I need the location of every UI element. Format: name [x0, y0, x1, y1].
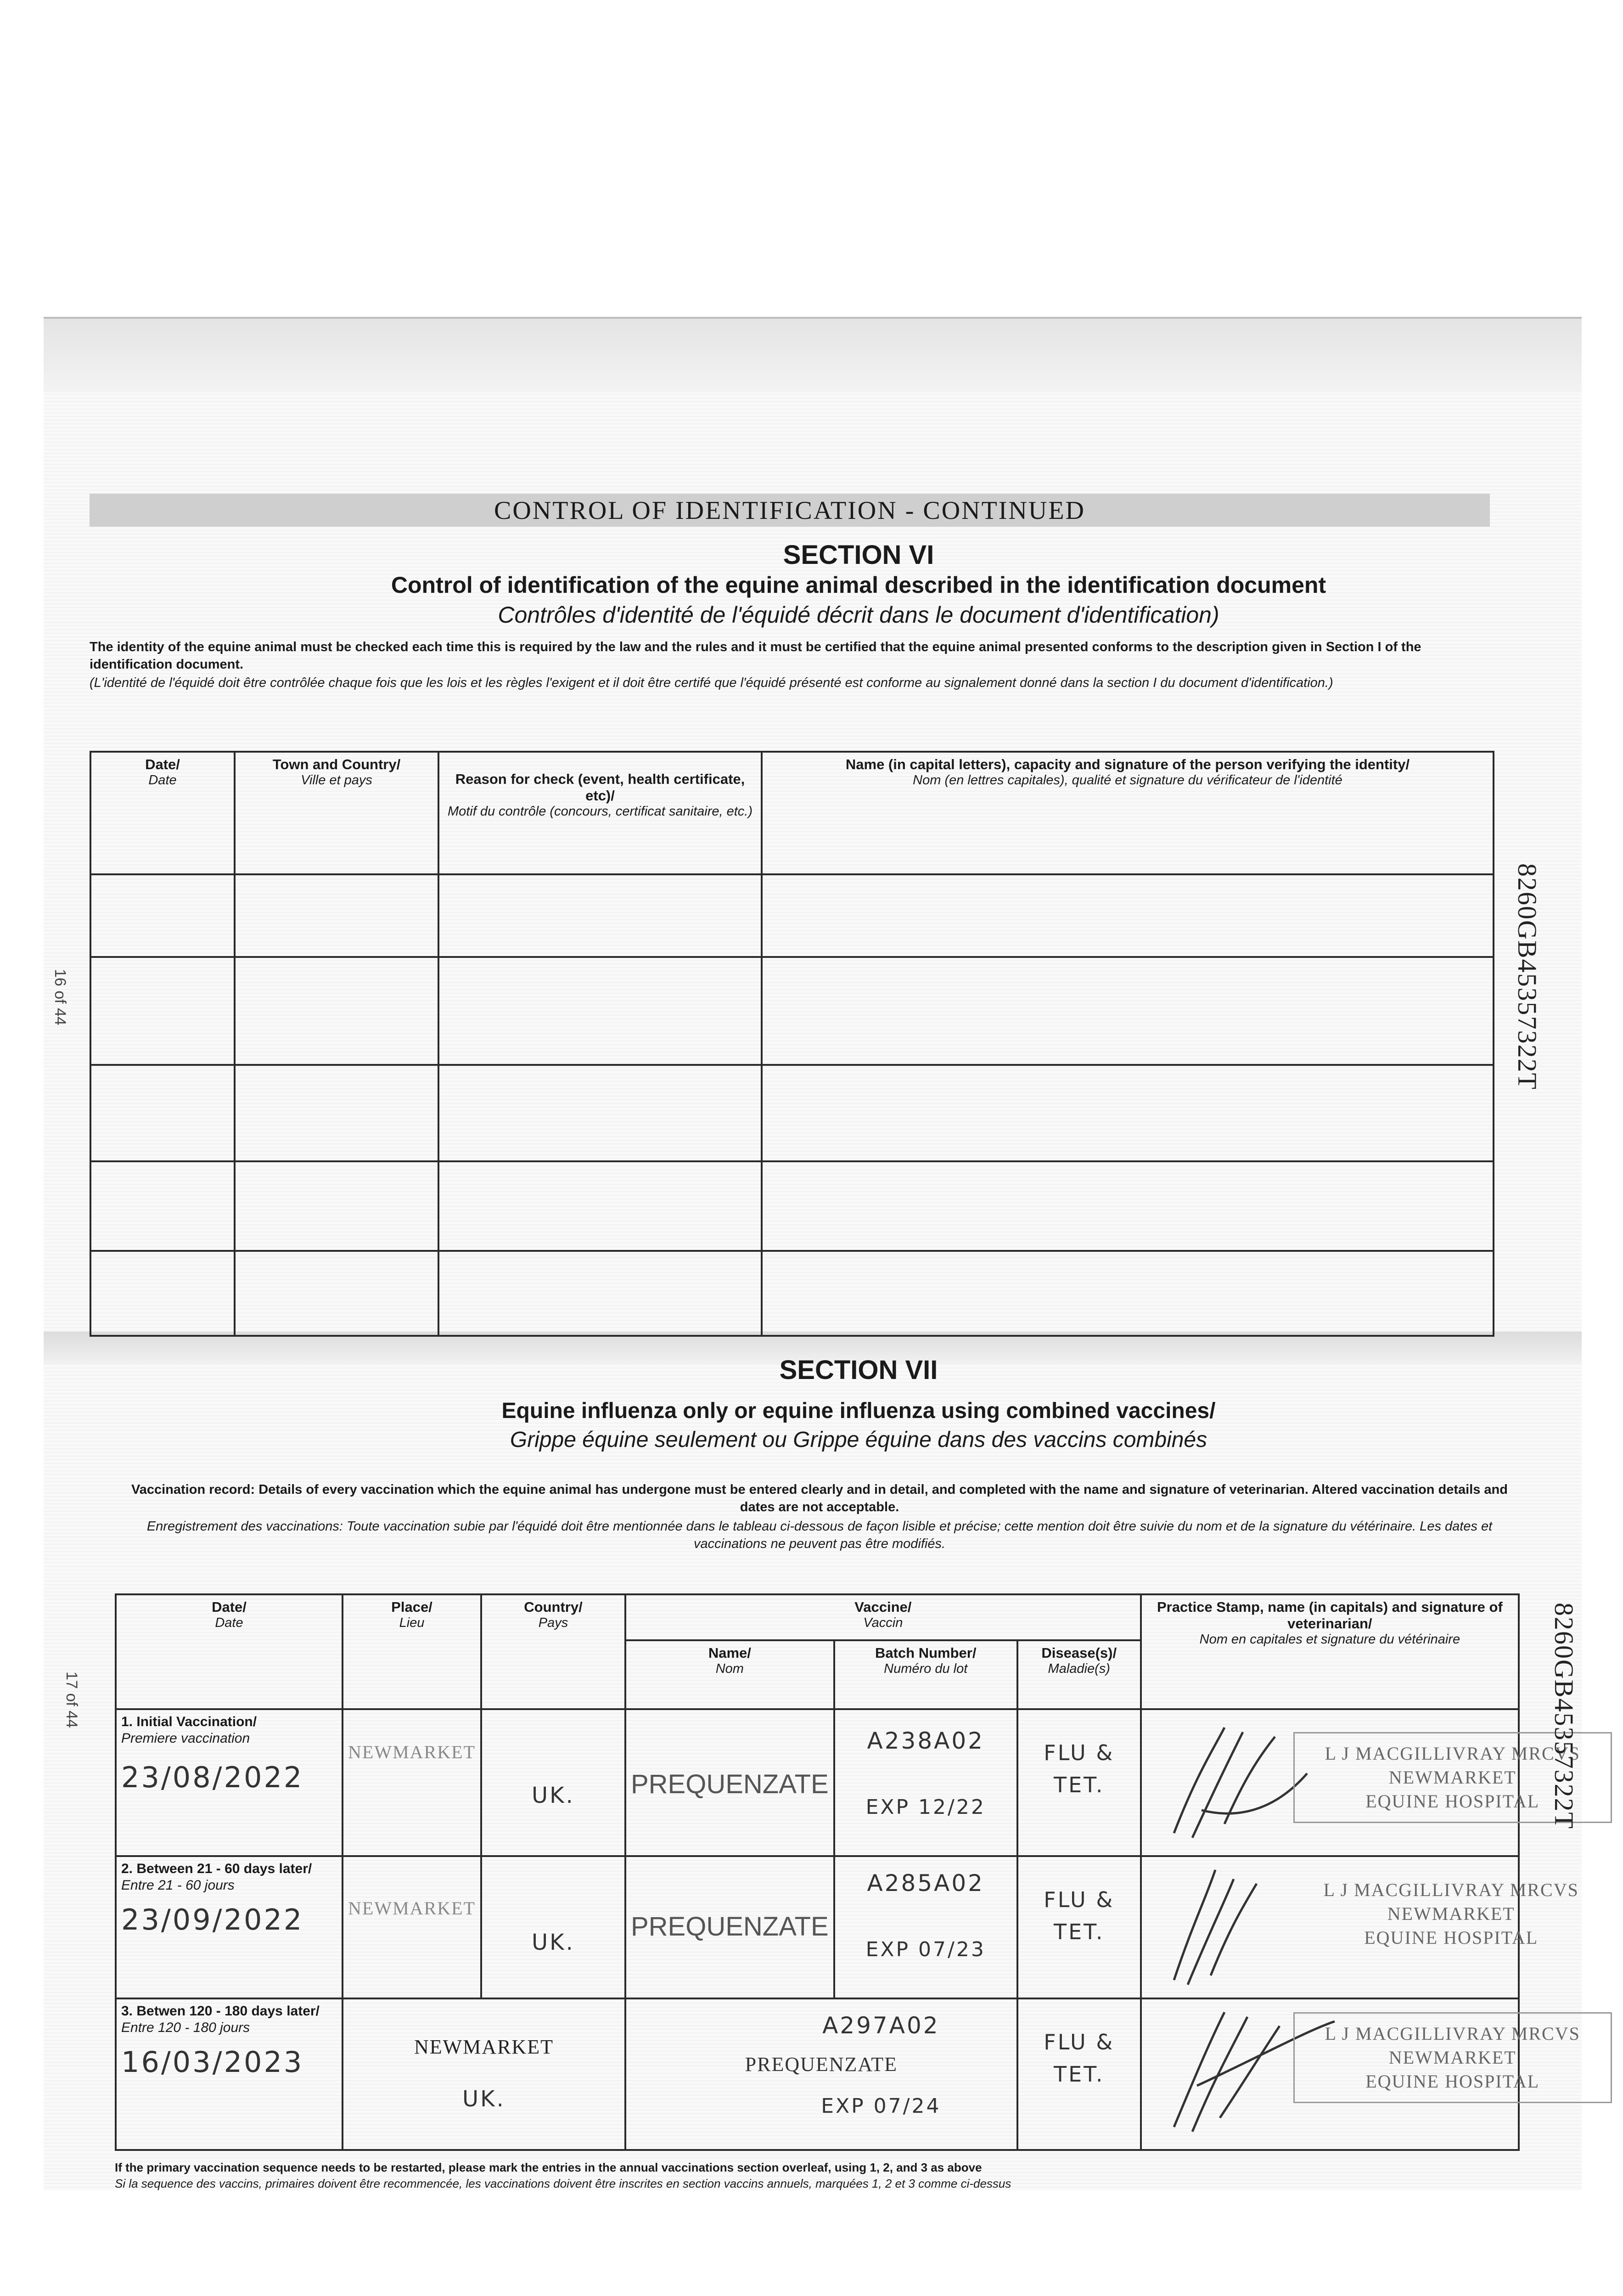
- col-vaccine-name-label: Name/: [708, 1645, 751, 1661]
- col-date-label: Date/: [145, 756, 180, 772]
- footer-note-fr: Si la sequence des vaccins, primaires doivent être recommencée, les vaccinations doivent être inscrites en section vaccins annuels, marquées 1, 2 et 3 comme ci-dessus: [115, 2177, 1011, 2190]
- empty-cell[interactable]: [235, 1161, 438, 1251]
- passport-id-upper: 8260GB45357322T: [1512, 863, 1542, 1090]
- disease-cell[interactable]: [1017, 1998, 1141, 2150]
- vaccination-date: 23/09/2022: [121, 1903, 304, 1936]
- vaccine-name: PREQUENZATE: [745, 2053, 898, 2076]
- disease-cell[interactable]: [1017, 1856, 1141, 1998]
- vaccine-name: PREQUENZATE: [630, 1912, 829, 1941]
- empty-cell[interactable]: [90, 1161, 235, 1251]
- table-row: [90, 1251, 1494, 1336]
- vaccination-row-3: [116, 1998, 1519, 2150]
- col-verifier-fr: Nom (en lettres capitales), qualité et signature du vérificateur de l'identité: [913, 773, 1342, 788]
- place-cell[interactable]: [343, 1709, 481, 1856]
- col-vaccine-label: Vaccine/: [854, 1599, 912, 1615]
- empty-cell[interactable]: [438, 874, 762, 957]
- vaccination-date: 23/08/2022: [121, 1761, 304, 1794]
- section6-intro-fr: (L'identité de l'équidé doit être contrôlée chaque fois que les lois et les règles l'exigent et il doit être certifé que l'équidé présenté est conforme au signalement donné dans la section I du document d'identification.): [90, 675, 1333, 690]
- batch-cell[interactable]: [834, 1856, 1017, 1998]
- vaccination-place: NEWMARKET: [348, 1742, 476, 1762]
- section6-title: SECTION VI: [783, 540, 934, 570]
- section6-intro-en: The identity of the equine animal must be checked each time this is required by the law and the rules and it must be certified that the equine animal presented conforms to the description given in Section I of the identification document.: [90, 640, 1421, 672]
- page-fold-top: [44, 317, 1582, 392]
- country-cell[interactable]: [481, 1709, 625, 1856]
- table-row: [90, 1161, 1494, 1251]
- empty-cell[interactable]: [762, 1251, 1494, 1336]
- empty-cell[interactable]: [438, 1065, 762, 1161]
- vet-signature: [1156, 1861, 1303, 1989]
- empty-cell[interactable]: [90, 957, 235, 1065]
- col-stamp-label: Practice Stamp, name (in capitals) and signature of veterinarian/: [1157, 1599, 1503, 1632]
- batch-expiry: EXP 07/24: [821, 2094, 941, 2118]
- col-batch: [834, 1640, 1017, 1709]
- empty-cell[interactable]: [90, 874, 235, 957]
- col-country-fr: Pays: [538, 1615, 568, 1630]
- footer-note-en: If the primary vaccination sequence needs to be restarted, please mark the entries in the annual vaccinations section overleaf, using 1, 2, and 3 as above: [115, 2161, 982, 2174]
- identity-check-table: [90, 751, 1494, 1337]
- col-date-fr: Date: [148, 773, 177, 788]
- batch-cell[interactable]: [834, 1709, 1017, 1856]
- col-vaccine-name-fr: Nom: [715, 1661, 744, 1676]
- vaccination-row-2: [116, 1856, 1519, 1998]
- vaccination-row-1: [116, 1709, 1519, 1856]
- col-country: [481, 1594, 625, 1709]
- section7-title: SECTION VII: [779, 1355, 938, 1385]
- disease-cell[interactable]: [1017, 1709, 1141, 1856]
- col-disease-label: Disease(s)/: [1041, 1645, 1117, 1661]
- date-cell[interactable]: [116, 1998, 343, 2150]
- col-disease: [1017, 1640, 1141, 1709]
- empty-cell[interactable]: [90, 1251, 235, 1336]
- section6-heading-fr: Contrôles d'identité de l'équidé décrit dans le document d'identification): [498, 602, 1219, 628]
- page-number-lower: 17 of 44: [63, 1671, 80, 1728]
- empty-cell[interactable]: [762, 957, 1494, 1065]
- section7-heading-en: Equine influenza only or equine influenza using combined vaccines/: [501, 1399, 1216, 1423]
- batch-expiry: EXP 12/22: [865, 1795, 986, 1819]
- empty-cell[interactable]: [235, 1065, 438, 1161]
- col-place-fr: Lieu: [399, 1615, 425, 1630]
- empty-cell[interactable]: [235, 1251, 438, 1336]
- col-place-label: Place/: [391, 1599, 432, 1615]
- col-verifier-label: Name (in capital letters), capacity and signature of the person verifying the identity/: [845, 756, 1410, 772]
- vaccine-batch-cell[interactable]: [625, 1998, 1017, 2150]
- row-label: 1. Initial Vaccination/ Premiere vaccination: [121, 1714, 257, 1746]
- vet-signature: [1156, 1718, 1312, 1847]
- row-label: 3. Betwen 120 - 180 days later/ Entre 120 - 180 jours: [121, 2003, 320, 2035]
- empty-cell[interactable]: [762, 1065, 1494, 1161]
- disease: FLU & TET.: [1044, 1740, 1115, 1797]
- stamp-cell[interactable]: [1141, 1998, 1580, 2150]
- practice-stamp: L J MACGILLIVRAY MRCVS NEWMARKET EQUINE HOSPITAL: [1293, 2012, 1612, 2103]
- col-stamp: [1141, 1594, 1519, 1709]
- disease: FLU & TET.: [1044, 2030, 1115, 2087]
- vaccination-date: 16/03/2023: [121, 2045, 304, 2079]
- disease: FLU & TET.: [1044, 1887, 1115, 1944]
- col-stamp-fr: Nom en capitales et signature du vétérinaire: [1199, 1632, 1460, 1647]
- col-date: [90, 752, 235, 874]
- col-reason-label: Reason for check (event, health certificate, etc)/: [455, 771, 745, 804]
- vaccination-place: NEWMARKET: [348, 1898, 476, 1919]
- col-vaccine: [625, 1594, 1141, 1640]
- col-date-label: Date/: [212, 1599, 247, 1615]
- place-cell[interactable]: [343, 1856, 481, 1998]
- batch-expiry: EXP 07/23: [865, 1938, 986, 1961]
- page-number-upper: 16 of 44: [51, 969, 69, 1025]
- col-reason-fr: Motif du contrôle (concours, certificat sanitaire, etc.): [447, 804, 753, 819]
- row-label: 2. Between 21 - 60 days later/ Entre 21 - 60 jours: [121, 1861, 312, 1893]
- col-town-fr: Ville et pays: [301, 773, 372, 788]
- vaccine-name-cell[interactable]: [625, 1709, 834, 1856]
- passport-id-lower: 8260GB45357322T: [1549, 1603, 1579, 1829]
- section6-heading-en: Control of identification of the equine animal described in the identification document: [391, 572, 1326, 598]
- vaccination-country: UK.: [532, 1930, 575, 1955]
- section7-heading-fr: Grippe équine seulement ou Grippe équine dans des vaccins combinés: [510, 1428, 1207, 1452]
- place-country-cell[interactable]: [343, 1998, 625, 2150]
- vaccine-name: PREQUENZATE: [630, 1769, 829, 1799]
- empty-cell[interactable]: [235, 874, 438, 957]
- table-row: [90, 957, 1494, 1065]
- col-batch-fr: Numéro du lot: [884, 1661, 968, 1676]
- batch-number: A238A02: [867, 1728, 984, 1754]
- col-disease-fr: Maladie(s): [1048, 1661, 1110, 1676]
- col-batch-label: Batch Number/: [875, 1645, 977, 1661]
- section7-intro-fr: Enregistrement des vaccinations: Toute vaccination subie par l'équidé doit être mentionnée dans le tableau ci-dessous de façon lisible et précise; cette mention doit être suivie du nom et de la signature du vétérinaire. Les dates et vaccinations ne peuvent pas être modifiés.: [146, 1519, 1493, 1551]
- col-town: [235, 752, 438, 874]
- empty-cell[interactable]: [235, 957, 438, 1065]
- section7-intro-en: Vaccination record: Details of every vaccination which the equine animal has undergone must be entered clearly and in detail, and completed with the name and signature of veterinarian. Altered vaccination details and dates are not acceptable.: [131, 1482, 1508, 1514]
- stamp-cell[interactable]: [1141, 1856, 1579, 1998]
- table-row: [90, 1065, 1494, 1161]
- table-header-row: [90, 752, 1494, 874]
- vaccine-name-cell[interactable]: [625, 1856, 834, 1998]
- col-verifier: [762, 752, 1494, 874]
- empty-cell[interactable]: [438, 957, 762, 1065]
- empty-cell[interactable]: [438, 1251, 762, 1336]
- col-place: [343, 1594, 481, 1709]
- vaccination-place: NEWMARKET: [414, 2036, 554, 2058]
- band-title: CONTROL OF IDENTIFICATION - CONTINUED: [494, 496, 1085, 525]
- col-date: [116, 1594, 343, 1709]
- date-cell[interactable]: [116, 1856, 343, 1998]
- col-vaccine-fr: Vaccin: [863, 1615, 903, 1630]
- col-reason: [438, 752, 762, 874]
- batch-number: A297A02: [822, 2012, 940, 2039]
- table-row: [90, 874, 1494, 957]
- country-cell[interactable]: [481, 1856, 625, 1998]
- batch-number: A285A02: [867, 1870, 984, 1896]
- empty-cell[interactable]: [762, 1161, 1494, 1251]
- practice-stamp: L J MACGILLIVRAY MRCVS NEWMARKET EQUINE HOSPITAL: [1293, 1732, 1612, 1823]
- practice-stamp: L J MACGILLIVRAY MRCVS NEWMARKET EQUINE HOSPITAL: [1323, 1880, 1579, 1948]
- table-header-row: [116, 1594, 1519, 1640]
- empty-cell[interactable]: [762, 874, 1494, 957]
- date-cell[interactable]: [116, 1709, 343, 1856]
- col-town-label: Town and Country/: [272, 756, 401, 772]
- col-country-label: Country/: [524, 1599, 583, 1615]
- empty-cell[interactable]: [438, 1161, 762, 1251]
- vaccination-country: UK.: [532, 1783, 575, 1808]
- empty-cell[interactable]: [90, 1065, 235, 1161]
- col-date-fr: Date: [215, 1615, 243, 1630]
- vaccination-country: UK.: [462, 2086, 505, 2112]
- col-vaccine-name: [625, 1640, 834, 1709]
